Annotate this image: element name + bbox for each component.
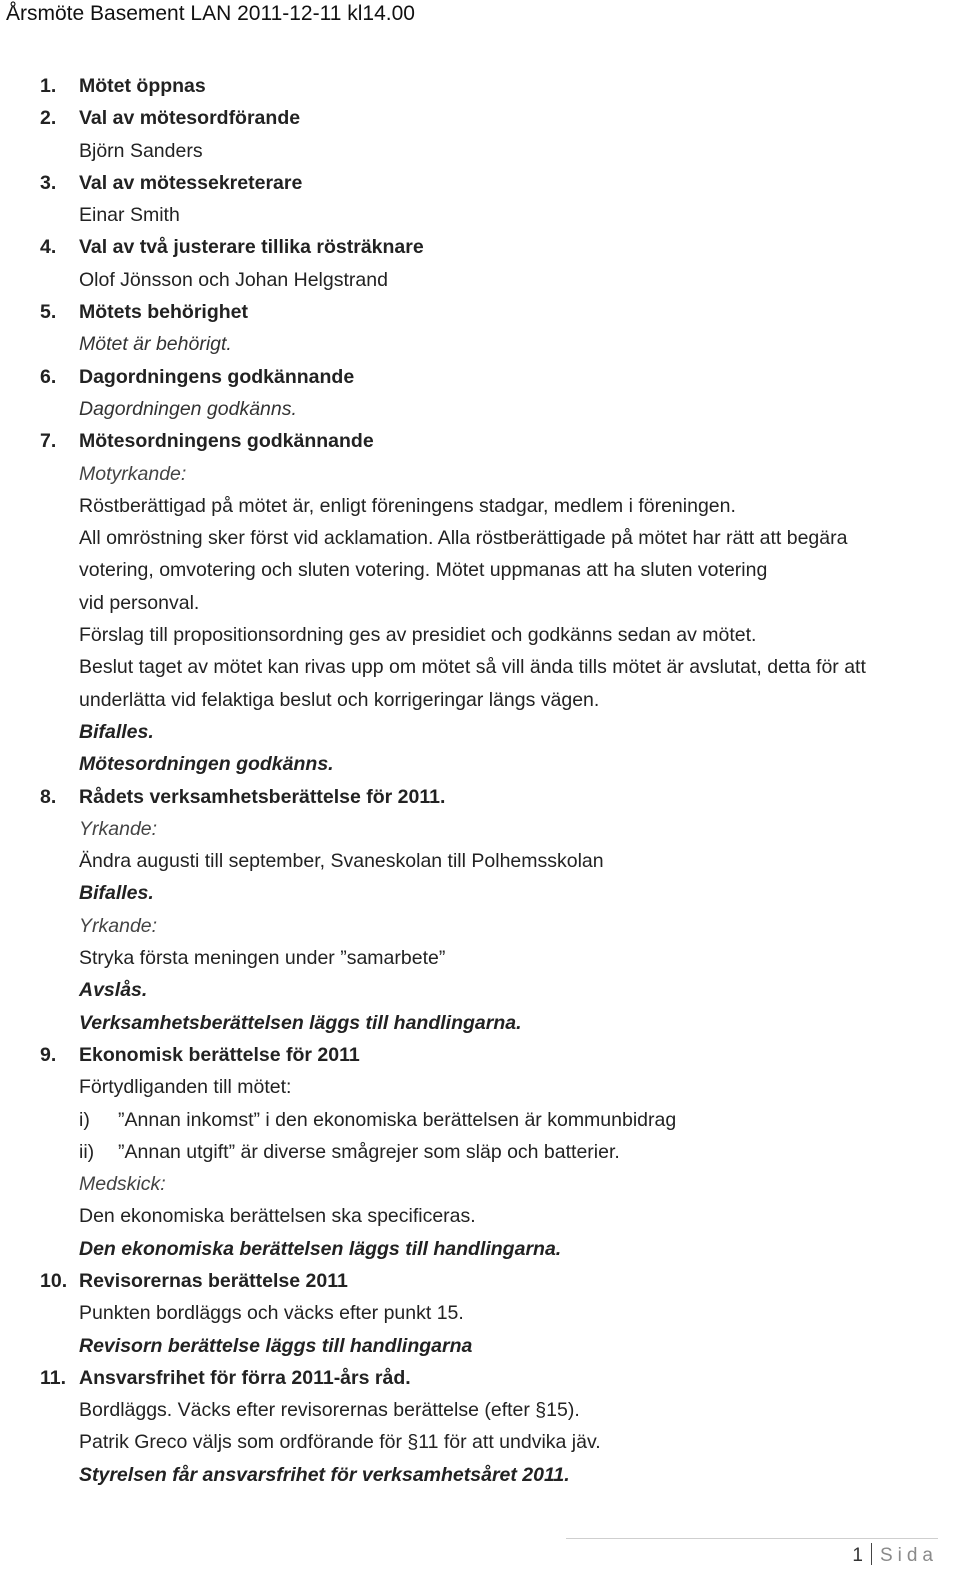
- item-text: [0, 264, 960, 296]
- item-number: 7.: [40, 430, 57, 453]
- item-decision: [0, 328, 960, 360]
- decision-text: Bifalles.: [79, 720, 154, 743]
- motion-line: [0, 684, 960, 716]
- chair-name: Björn Sanders: [79, 139, 203, 162]
- item-text: [0, 135, 960, 167]
- item-number: 5.: [40, 301, 57, 324]
- decision-row: [0, 1459, 960, 1491]
- motion-text: Röstberättigad på mötet är, enligt föreningens stadgar, medlem i föreningen.: [79, 494, 736, 517]
- agenda-item-3: [0, 167, 960, 199]
- item-text: [0, 1426, 960, 1458]
- motion-line: [0, 587, 960, 619]
- motion-text: Den ekonomiska berättelsen ska specificeras.: [79, 1205, 476, 1228]
- motion-line: [0, 554, 960, 586]
- clarifications-intro: Förtydliganden till mötet:: [79, 1076, 292, 1099]
- item-number: 2.: [40, 107, 57, 130]
- item-title: Mötets behörighet: [79, 301, 248, 324]
- agenda-item-10: [0, 1265, 960, 1297]
- item-text: [0, 1071, 960, 1103]
- motion-label: Yrkande:: [79, 817, 158, 840]
- agenda-list: [0, 70, 960, 1491]
- document-header: Årsmöte Basement LAN 2011-12-11 kl14.00: [6, 2, 415, 25]
- item-decision: [0, 393, 960, 425]
- motion-line: [0, 651, 960, 683]
- motion-text: Förslag till propositionsordning ges av presidiet och godkänns sedan av mötet.: [79, 624, 757, 647]
- item-title: Revisorernas berättelse 2011: [79, 1269, 348, 1292]
- decision-row: [0, 974, 960, 1006]
- item-body: Patrik Greco väljs som ordförande för §11 för att undvika jäv.: [79, 1431, 601, 1454]
- item-number: 4.: [40, 236, 57, 259]
- agenda-item-11: [0, 1362, 960, 1394]
- decision-text: Bifalles.: [79, 882, 154, 905]
- motion-text: Ändra augusti till september, Svaneskolan till Polhemsskolan: [79, 850, 604, 873]
- motion-line: [0, 619, 960, 651]
- decision-row: [0, 1007, 960, 1039]
- motion-label-row: [0, 1168, 960, 1200]
- item-title: Rådets verksamhetsberättelse för 2011.: [79, 785, 446, 808]
- motion-text: votering, omvotering och sluten votering. Mötet uppmanas att ha sluten votering: [79, 559, 768, 582]
- item-title: Mötet öppnas: [79, 75, 206, 97]
- footer-separator: [871, 1543, 872, 1565]
- motion-text: Beslut taget av mötet kan rivas upp om mötet så vill ända tills mötet är avslutat, detta för att: [79, 656, 866, 679]
- motion-label: Medskick:: [79, 1173, 166, 1196]
- footer-divider: [566, 1538, 938, 1539]
- item-text: [0, 1297, 960, 1329]
- item-title: Mötesordningens godkännande: [79, 430, 374, 453]
- decision-text: Mötesordningen godkänns.: [79, 753, 334, 776]
- decision-row: [0, 748, 960, 780]
- motion-line: [0, 845, 960, 877]
- decision-text: Revisorn berättelse läggs till handlingarna: [79, 1334, 473, 1357]
- sub-item-marker: ii): [79, 1140, 95, 1163]
- item-title: Ansvarsfrihet för förra 2011-års råd.: [79, 1366, 411, 1389]
- item-number: 1.: [40, 75, 57, 97]
- sub-item-text: ”Annan utgift” är diverse smågrejer som släp och batterier.: [118, 1140, 620, 1163]
- page-number: 1: [852, 1545, 863, 1566]
- item-text: [0, 199, 960, 231]
- decision-text: Dagordningen godkänns.: [79, 397, 297, 420]
- agenda-item-2: [0, 102, 960, 134]
- motion-line: [0, 490, 960, 522]
- motion-text: underlätta vid felaktiga beslut och korrigeringar längs vägen.: [79, 688, 600, 711]
- decision-text: Avslås.: [79, 979, 148, 1002]
- agenda-item-8: [0, 781, 960, 813]
- item-number: 3.: [40, 171, 57, 194]
- item-number: 9.: [40, 1043, 57, 1066]
- item-title: Ekonomisk berättelse för 2011: [79, 1043, 360, 1066]
- decision-text: Mötet är behörigt.: [79, 333, 232, 356]
- motion-line: [0, 942, 960, 974]
- motion-text: All omröstning sker först vid acklamation. Alla röstberättigade på mötet har rätt att begära: [79, 527, 848, 550]
- agenda-item-9: [0, 1039, 960, 1071]
- item-number: 11.: [40, 1366, 67, 1389]
- motion-text: vid personval.: [79, 591, 200, 614]
- agenda-item-1: [0, 70, 960, 102]
- sub-item-marker: i): [79, 1108, 90, 1131]
- item-title: Dagordningens godkännande: [79, 365, 355, 388]
- motion-label: Yrkande:: [79, 914, 158, 937]
- motion-line: [0, 522, 960, 554]
- decision-row: [0, 1330, 960, 1362]
- item-text: [0, 1394, 960, 1426]
- motion-text: Stryka första meningen under ”samarbete”: [79, 947, 446, 970]
- agenda-item-6: [0, 361, 960, 393]
- sub-item-text: ”Annan inkomst” i den ekonomiska berättelsen är kommunbidrag: [118, 1108, 677, 1131]
- decision-text: Den ekonomiska berättelsen läggs till handlingarna.: [79, 1237, 562, 1260]
- item-body: Punkten bordläggs och väcks efter punkt 15.: [79, 1302, 464, 1325]
- item-number: 8.: [40, 785, 57, 808]
- motion-label-row: [0, 458, 960, 490]
- adjusters-names: Olof Jönsson och Johan Helgstrand: [79, 268, 388, 291]
- item-title: Val av mötesordförande: [79, 107, 301, 130]
- item-title: Val av mötessekreterare: [79, 171, 303, 194]
- page-footer: [852, 1543, 938, 1569]
- decision-row: [0, 1233, 960, 1265]
- agenda-item-7: [0, 425, 960, 457]
- decision-row: [0, 877, 960, 909]
- motion-label: Motyrkande:: [79, 462, 187, 485]
- item-body: Bordläggs. Väcks efter revisorernas berättelse (efter §15).: [79, 1399, 580, 1422]
- motion-label-row: [0, 910, 960, 942]
- item-number: 6.: [40, 365, 57, 388]
- sub-item: [0, 1136, 960, 1168]
- item-number: 10.: [40, 1269, 68, 1292]
- decision-text: Styrelsen får ansvarsfrihet för verksamhetsåret 2011.: [79, 1463, 570, 1486]
- page-label: Sida: [879, 1545, 938, 1566]
- agenda-item-4: [0, 231, 960, 263]
- item-title: Val av två justerare tillika rösträknare: [79, 236, 424, 259]
- motion-label-row: [0, 813, 960, 845]
- decision-row: [0, 716, 960, 748]
- motion-line: [0, 1200, 960, 1232]
- secretary-name: Einar Smith: [79, 204, 180, 227]
- decision-text: Verksamhetsberättelsen läggs till handlingarna.: [79, 1011, 522, 1034]
- agenda-item-5: [0, 296, 960, 328]
- sub-item: [0, 1104, 960, 1136]
